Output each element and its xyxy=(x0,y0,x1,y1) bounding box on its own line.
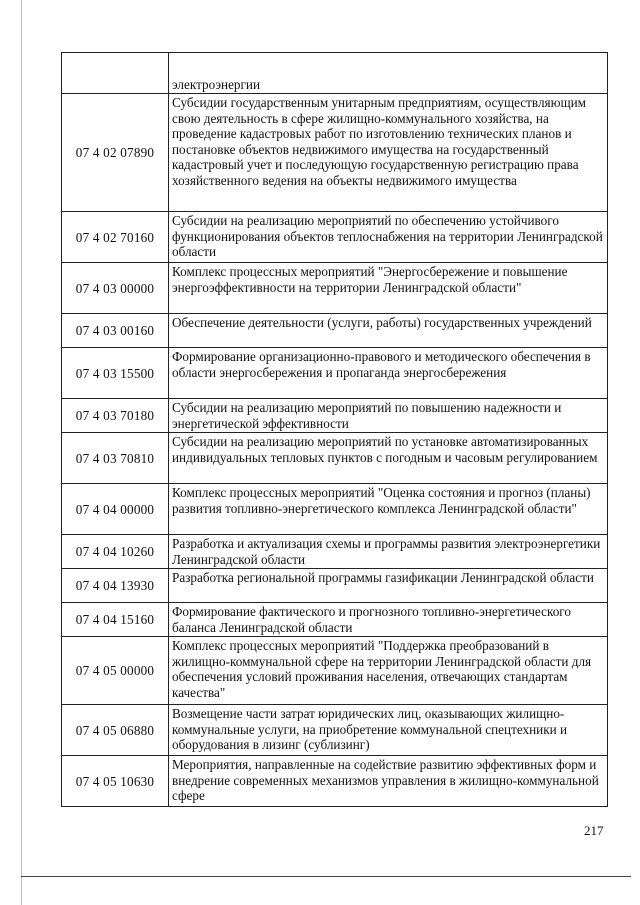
table-row xyxy=(62,705,608,756)
code-cell: 07 4 03 00000 xyxy=(62,263,169,314)
name-cell: Разработка и актуализация схемы и программы развития электроэнергетики Ленинградской области xyxy=(169,535,608,569)
code-cell: 07 4 03 00160 xyxy=(62,314,169,348)
table-row xyxy=(62,212,608,263)
name-cell: Возмещение части затрат юридических лиц, оказывающих жилищно-коммунальные услуги, на приобретение коммунальной спецтехники и оборудования в лизинг (сублизинг) xyxy=(169,705,608,756)
code-cell: 07 4 05 06880 xyxy=(62,705,169,756)
name-cell: Комплекс процессных мероприятий "Энергосбережение и повышение энергоэффективности на территории Ленинградской области" xyxy=(169,263,608,314)
code-cell: 07 4 03 15500 xyxy=(62,348,169,399)
code-cell: 07 4 04 00000 xyxy=(62,484,169,535)
table-row xyxy=(62,263,608,314)
name-cell: электроэнергии xyxy=(169,53,608,94)
code-cell: 07 4 04 15160 xyxy=(62,603,169,637)
table-row xyxy=(62,756,608,807)
code-cell: 07 4 05 10630 xyxy=(62,756,169,807)
name-cell: Субсидии на реализацию мероприятий по обеспечению устойчивого функционирования объектов теплоснабжения на территории Ленинградской области xyxy=(169,212,608,263)
name-cell: Комплекс процессных мероприятий "Оценка состояния и прогноз (планы) развития топливно-энергетического комплекса Ленинградской области" xyxy=(169,484,608,535)
table-row xyxy=(62,348,608,399)
name-cell: Обеспечение деятельности (услуги, работы) государственных учреждений xyxy=(169,314,608,348)
scan-bottom-line xyxy=(21,876,631,877)
code-cell: 07 4 03 70180 xyxy=(62,399,169,433)
code-cell: 07 4 03 70810 xyxy=(62,433,169,484)
name-cell: Разработка региональной программы газификации Ленинградской области xyxy=(169,569,608,603)
table-row xyxy=(62,637,608,705)
code-cell: 07 4 02 07890 xyxy=(62,94,169,212)
table-row xyxy=(62,603,608,637)
code-cell: 07 4 04 10260 xyxy=(62,535,169,569)
code-cell: 07 4 02 70160 xyxy=(62,212,169,263)
page-number: 217 xyxy=(584,823,604,838)
code-cell xyxy=(62,53,169,94)
table-row xyxy=(62,484,608,535)
table-row xyxy=(62,399,608,433)
name-cell: Комплекс процессных мероприятий "Поддержка преобразований в жилищно-коммунальной сфере на территории Ленинградской области для обеспечения условий проживания населения, отвечающих стандартам качества" xyxy=(169,637,608,705)
name-cell: Субсидии государственным унитарным предприятиям, осуществляющим свою деятельность в сфере жилищно-коммунального хозяйства, на проведение кадастровых работ по изготовлению технических планов и постановке объектов недвижимого имущества на государственный кадастровый учет и последующую государственную регистрацию права хозяйственного ведения на объекты недвижимого имущества xyxy=(169,94,608,212)
name-cell: Формирование фактического и прогнозного топливно-энергетического баланса Ленинградской области xyxy=(169,603,608,637)
table-row xyxy=(62,94,608,212)
scan-edge-line xyxy=(21,0,22,905)
table-row xyxy=(62,433,608,484)
table-row xyxy=(62,535,608,569)
code-cell: 07 4 05 00000 xyxy=(62,637,169,705)
name-cell: Мероприятия, направленные на содействие развитию эффективных форм и внедрение современных механизмов управления в жилищно-коммунальной сфере xyxy=(169,756,608,807)
code-cell: 07 4 04 13930 xyxy=(62,569,169,603)
budget-classification-table xyxy=(61,52,608,807)
name-cell: Субсидии на реализацию мероприятий по повышению надежности и энергетической эффективности xyxy=(169,399,608,433)
table-row xyxy=(62,53,608,94)
name-cell: Субсидии на реализацию мероприятий по установке автоматизированных индивидуальных тепловых пунктов с погодным и часовым регулированием xyxy=(169,433,608,484)
table-row xyxy=(62,569,608,603)
name-cell: Формирование организационно-правового и методического обеспечения в области энергосбережения и пропаганда энергосбережения xyxy=(169,348,608,399)
table-row xyxy=(62,314,608,348)
